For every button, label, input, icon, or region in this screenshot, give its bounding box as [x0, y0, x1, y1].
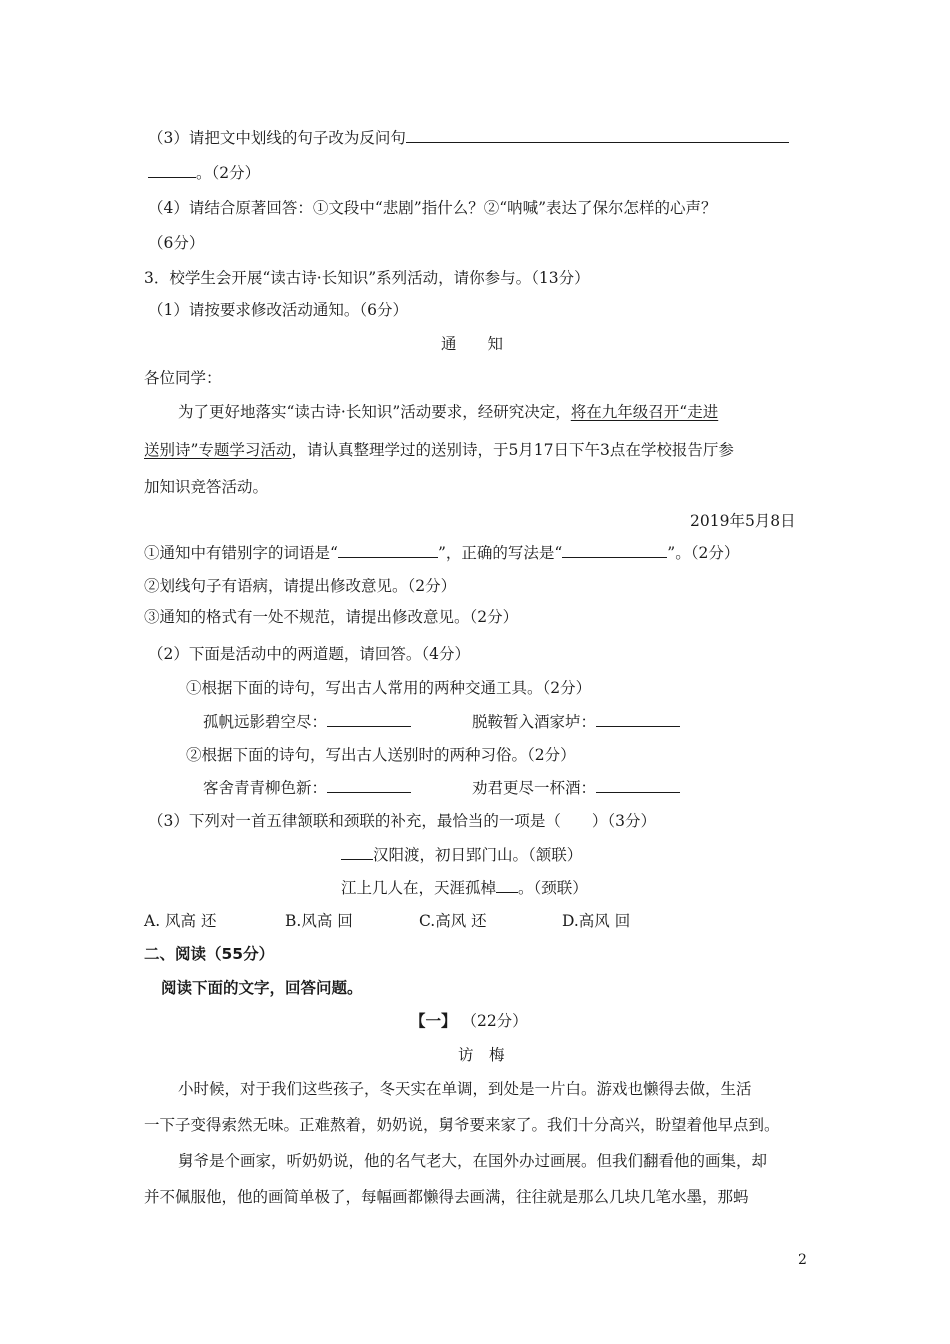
s2-q2: ②根据下面的诗句，写出古人送别时的两种习俗。（2分） — [186, 746, 576, 764]
part1-heading: 【一】 （22分） — [410, 1012, 528, 1030]
section2-instruction: 阅读下面的文字，回答问题。 — [161, 979, 363, 997]
notice-date: 2019年5月8日 — [690, 512, 796, 530]
notice-body-line2: 送别诗”专题学习活动，请认真整理学过的送别诗，于5月17日下午3点在学校报告厅参 — [144, 441, 734, 459]
underlined-sentence: 将在九年级召开“走进 — [570, 403, 719, 421]
s3-line1: 汉阳渡，初日郢门山。（颔联） — [341, 845, 582, 865]
article-title: 访 梅 — [458, 1046, 505, 1064]
option-c[interactable]: C.高风 还 — [419, 912, 487, 930]
section2-title: 二、阅读（55分） — [144, 945, 275, 963]
q2-item4-score: （6分） — [148, 234, 205, 252]
option-d[interactable]: D.高风 回 — [562, 912, 631, 930]
answer-blank[interactable] — [341, 845, 373, 860]
para2-line2: 并不佩服他，他的画简单极了，每幅画都懒得去画满，往往就是那么几块几笔水墨，那蚂 — [144, 1188, 749, 1206]
notice-body-line1: 为了更好地落实“读古诗·长知识”活动要求，经研究决定，将在九年级召开“走进 — [178, 403, 719, 421]
q3-sub3: （3）下列对一首五律颔联和颈联的补充，最恰当的一项是（ ）（3分） — [148, 812, 656, 830]
s2-poem1b: 脱鞍暂入酒家垆： — [472, 712, 680, 732]
answer-blank[interactable] — [327, 712, 411, 727]
answer-blank[interactable] — [596, 712, 680, 727]
q2-item3-cont: 。（2分） — [148, 163, 260, 183]
s2-poem2b: 劝君更尽一杯酒： — [472, 778, 680, 798]
answer-blank[interactable] — [338, 543, 438, 558]
answer-blank[interactable] — [148, 163, 196, 178]
q3-title: 3．校学生会开展“读古诗·长知识”系列活动，请你参与。（13分） — [144, 269, 590, 287]
s2-poem2a: 客舍青青柳色新： — [203, 778, 411, 798]
s1-q1: ①通知中有错别字的词语是“ ”，正确的写法是“ ”。（2分） — [144, 544, 740, 562]
s1-q3: ③通知的格式有一处不规范，请提出修改意见。（2分） — [144, 608, 519, 626]
q3-sub2: （2）下面是活动中的两道题，请回答。（4分） — [148, 645, 470, 663]
page-number: 2 — [798, 1252, 807, 1268]
option-a[interactable]: A. 风高 还 — [144, 912, 217, 930]
notice-salutation: 各位同学： — [144, 369, 222, 387]
answer-blank[interactable] — [406, 128, 789, 143]
para2-line1: 舅爷是个画家，听奶奶说，他的名气老大，在国外办过画展。但我们翻看他的画集，却 — [178, 1152, 768, 1170]
s2-poem1a: 孤帆远影碧空尽： — [203, 712, 411, 732]
para1-line1: 小时候，对于我们这些孩子，冬天实在单调，到处是一片白。游戏也懒得去做，生活 — [178, 1080, 752, 1098]
q2-item3: （3）请把文中划线的句子改为反问句 — [148, 128, 789, 148]
answer-blank[interactable] — [562, 543, 667, 558]
s2-q1: ①根据下面的诗句，写出古人常用的两种交通工具。（2分） — [186, 679, 592, 697]
notice-heading: 通 知 — [441, 335, 504, 353]
para1-line2: 一下子变得索然无味。正难熬着，奶奶说，舅爷要来家了。我们十分高兴，盼望着他早点到。 — [144, 1116, 780, 1134]
answer-blank[interactable] — [327, 778, 411, 793]
answer-blank[interactable] — [596, 778, 680, 793]
answer-blank[interactable] — [496, 878, 518, 893]
q3-sub1: （1）请按要求修改活动通知。（6分） — [148, 301, 408, 319]
s3-line2: 江上几人在，天涯孤棹 。（颈联） — [341, 879, 588, 897]
q2-item4: （4）请结合原著回答：①文段中“悲剧”指什么？②“呐喊”表达了保尔怎样的心声？ — [148, 199, 717, 217]
notice-body-line3: 加知识竞答活动。 — [144, 478, 269, 496]
s1-q2: ②划线句子有语病，请提出修改意见。（2分） — [144, 577, 457, 595]
underlined-sentence: 送别诗”专题学习活动 — [144, 441, 292, 459]
option-b[interactable]: B.风高 回 — [285, 912, 353, 930]
